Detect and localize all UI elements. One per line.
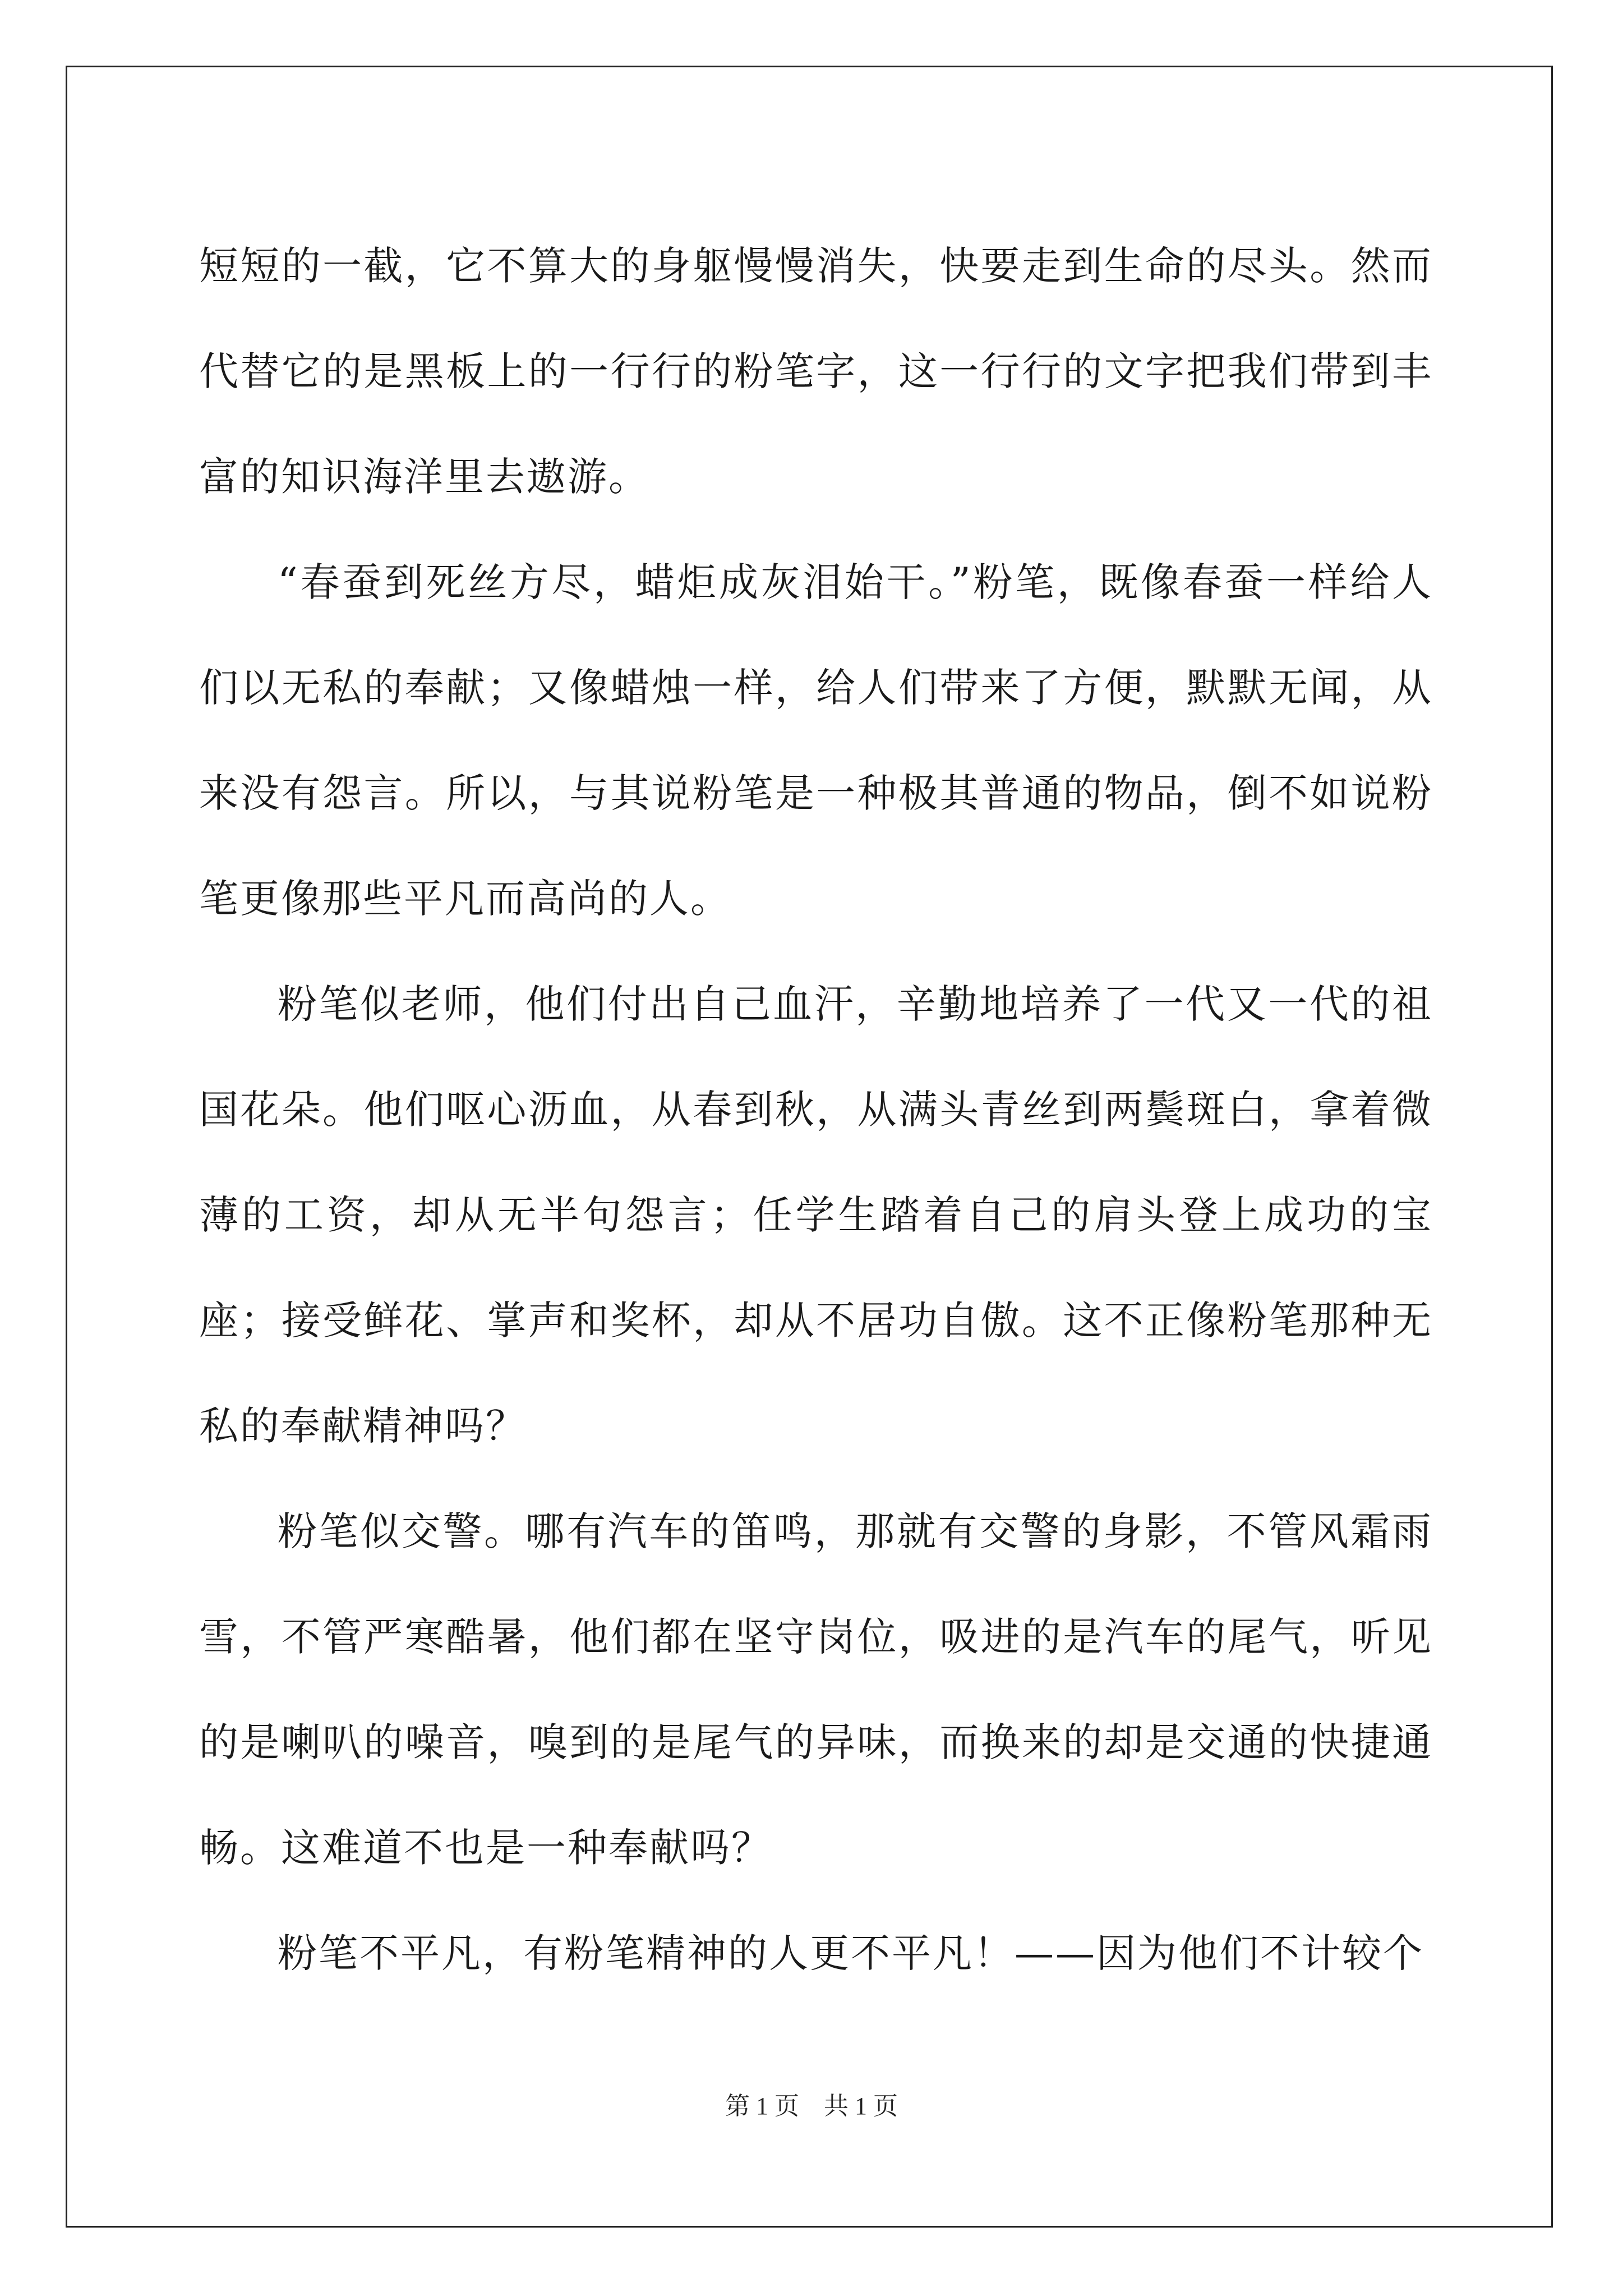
document-body — [199, 213, 1433, 2006]
paragraph-silkworm-candle: “春蚕到死丝方尽，蜡炬成灰泪始干。”粉笔，既像春蚕一样给人们以无私的奉献；又像蜡烛一样，给人们带来了方便，默默无闻，从来没有怨言。所以，与其说粉笔是一种极其普通的物品，倒不如说粉笔更像那些平凡而高尚的人。 — [199, 559, 1433, 922]
paragraph-traffic-police: 粉笔似交警。哪有汽车的笛鸣，那就有交警的身影，不管风霜雨雪，不管严寒酷暑，他们都在坚守岗位，吸进的是汽车的尾气，听见的是喇叭的噪音，嗅到的是尾气的异味，而换来的却是交通的快捷通畅。这难道不也是一种奉献吗？ — [199, 1508, 1433, 1871]
paragraph-conclusion: 粉笔不平凡，有粉笔精神的人更不平凡！——因为他们不计较个 — [278, 1930, 1424, 1976]
paragraph-teacher: 粉笔似老师，他们付出自己血汗，辛勤地培养了一代又一代的祖国花朵。他们呕心沥血，从春到秋，从满头青丝到两鬓斑白，拿着微薄的工资，却从无半句怨言；任学生踏着自己的肩头登上成功的宝座；接受鲜花、掌声和奖杯，却从不居功自傲。这不正像粉笔那种无私的奉献精神吗？ — [199, 981, 1433, 1449]
page-number-footer: 第 1 页 共 1 页 — [725, 2092, 898, 2120]
paragraph-chalk-disappearing: 短短的一截，它不算大的身躯慢慢消失，快要走到生命的尽头。然而代替它的是黑板上的一行行的粉笔字，这一行行的文字把我们带到丰富的知识海洋里去遨游。 — [199, 243, 1433, 500]
